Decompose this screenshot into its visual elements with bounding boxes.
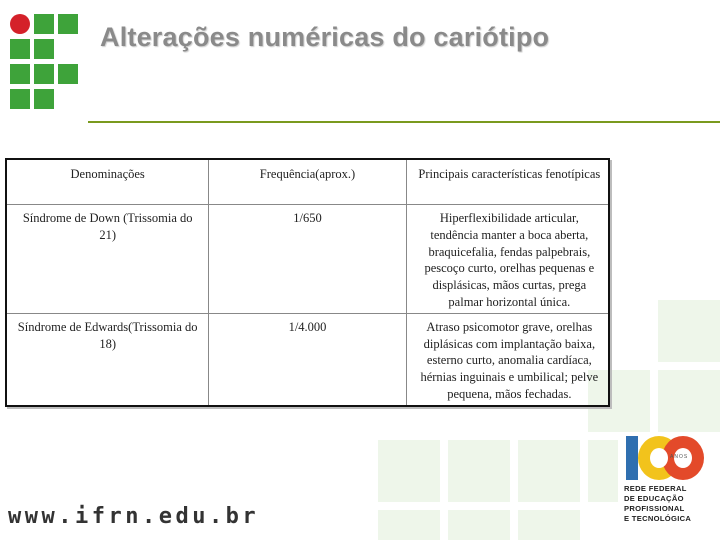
slide-title: Alterações numéricas do cariótipo xyxy=(100,22,550,52)
background-square xyxy=(518,510,580,540)
frequency-cell: 1/4.000 xyxy=(209,313,406,405)
background-square xyxy=(448,440,510,502)
badge-100-logo xyxy=(624,436,700,480)
logo-square xyxy=(10,64,30,84)
denomination-cell: Síndrome de Down (Trissomia do 21) xyxy=(6,205,209,314)
federal-network-badge xyxy=(624,436,700,524)
logo-square xyxy=(34,14,54,34)
table-row xyxy=(6,313,609,405)
table-header-row xyxy=(6,159,609,205)
logo-square xyxy=(10,89,30,109)
badge-years-label: ANOS xyxy=(670,454,689,460)
background-square xyxy=(448,510,510,540)
background-square xyxy=(518,440,580,502)
phenotype-cell: Hiperflexibilidade articular, tendência manter a boca aberta, braquicefalia, fendas palpebrais, pescoço curto, orelhas pequenas e displásicas, mãos curtas, prega palmar horizontal única. xyxy=(424,211,595,309)
logo-square xyxy=(10,39,30,59)
background-square xyxy=(378,440,440,502)
column-header: Principais características fenotípicas xyxy=(418,167,601,181)
background-square xyxy=(658,300,720,362)
background-square xyxy=(658,370,720,432)
phenotype-cell: Atraso psicomotor grave, orelhas diplásicas com implantação baixa, esterno curto, anomalia cardíaca, hérnias inguinais e umbilical; pelve pequena, mãos fechadas. xyxy=(420,319,599,401)
badge-caption-line: DE EDUCAÇÃO xyxy=(624,494,684,503)
karyotype-table xyxy=(5,158,610,407)
logo-square xyxy=(58,14,78,34)
column-header: Frequência(aprox.) xyxy=(209,159,406,205)
denomination-cell: Síndrome de Edwards(Trissomia do 18) xyxy=(6,313,209,405)
frequency-cell: 1/650 xyxy=(209,205,406,314)
logo-square xyxy=(58,64,78,84)
badge-caption xyxy=(624,484,700,524)
logo-circle xyxy=(10,14,30,34)
background-square xyxy=(588,440,618,502)
badge-caption-line: REDE FEDERAL xyxy=(624,484,687,493)
institute-logo xyxy=(10,14,82,110)
badge-digit xyxy=(626,436,638,480)
title-divider xyxy=(88,121,720,123)
table-row xyxy=(6,205,609,314)
logo-square xyxy=(34,89,54,109)
badge-caption-line: E TECNOLÓGICA xyxy=(624,514,692,523)
column-header: Denominações xyxy=(6,159,209,205)
logo-square xyxy=(34,64,54,84)
badge-caption-line: PROFISSIONAL xyxy=(624,504,685,513)
logo-square xyxy=(34,39,54,59)
badge-ring-hole xyxy=(650,448,668,468)
website-url: www.ifrn.edu.br xyxy=(8,504,260,529)
background-square xyxy=(378,510,440,540)
